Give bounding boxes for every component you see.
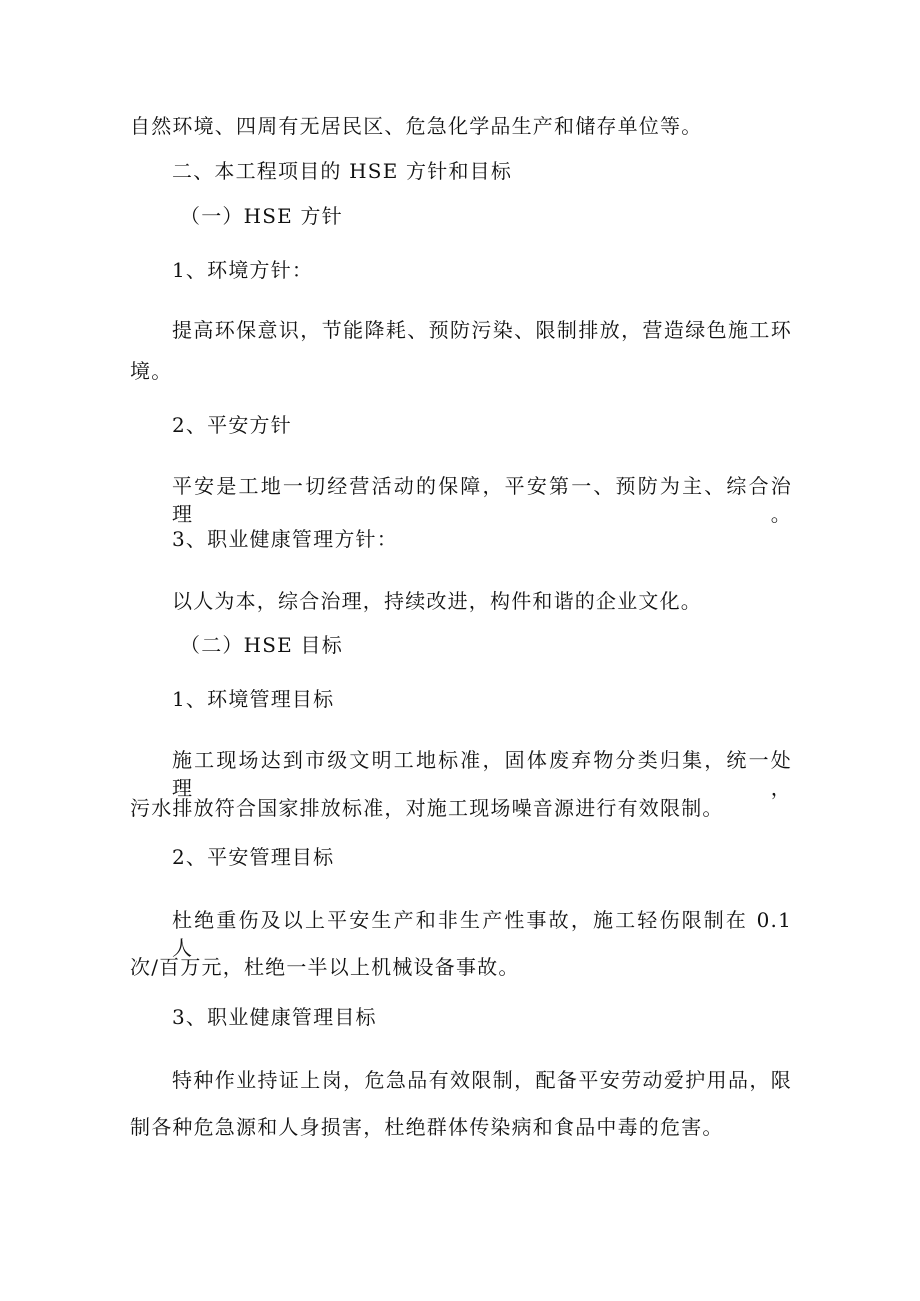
paragraph-line-health-goals-end: 制各种危急源和人身损害，杜绝群体传染病和食品中毒的危害。 [130, 1115, 724, 1139]
item-heading-health-policy: 3、职业健康管理方针： [172, 527, 398, 551]
paragraph-line-environment-policy: 提高环保意识，节能降耗、预防污染、限制排放，营造绿色施工环 [172, 318, 792, 342]
item-heading-safety-policy: 2、平安方针 [172, 413, 292, 437]
paragraph-line-health-goals: 特种作业持证上岗，危急品有效限制，配备平安劳动爱护用品，限 [172, 1068, 792, 1092]
paragraph-line-safety-goals-end: 次/百万元，杜绝一半以上机械设备事故。 [130, 955, 520, 979]
paragraph-line-safety-goals: 杜绝重伤及以上平安生产和非生产性事故，施工轻伤限制在 0.1 人 [172, 908, 792, 960]
paragraph-line-environment-goals: 施工现场达到市级文明工地标准，固体废弃物分类归集，统一处理， [172, 748, 792, 800]
paragraph-line-environment-goals-end: 污水排放符合国家排放标准，对施工现场噪音源进行有效限制。 [130, 796, 724, 820]
subsection-heading-hse-goals: （二）HSE 目标 [180, 633, 343, 657]
item-heading-safety-goals: 2、平安管理目标 [172, 845, 335, 869]
item-heading-environment-policy: 1、环境方针： [172, 258, 314, 282]
paragraph-line-safety-policy: 平安是工地一切经营活动的保障，平安第一、预防为主、综合治理。 [172, 474, 792, 526]
item-heading-environment-goals: 1、环境管理目标 [172, 687, 335, 711]
subsection-heading-hse-policy: （一）HSE 方针 [180, 204, 343, 228]
item-heading-health-goals: 3、职业健康管理目标 [172, 1005, 377, 1029]
paragraph-line-continuation: 自然环境、四周有无居民区、危急化学品生产和储存单位等。 [130, 114, 703, 138]
paragraph-line-health-policy: 以人为本，综合治理，持续改进，构件和谐的企业文化。 [172, 589, 702, 613]
paragraph-line-environment-policy-end: 境。 [130, 359, 173, 383]
section-heading-2: 二、本工程项目的 HSE 方针和目标 [172, 159, 513, 183]
